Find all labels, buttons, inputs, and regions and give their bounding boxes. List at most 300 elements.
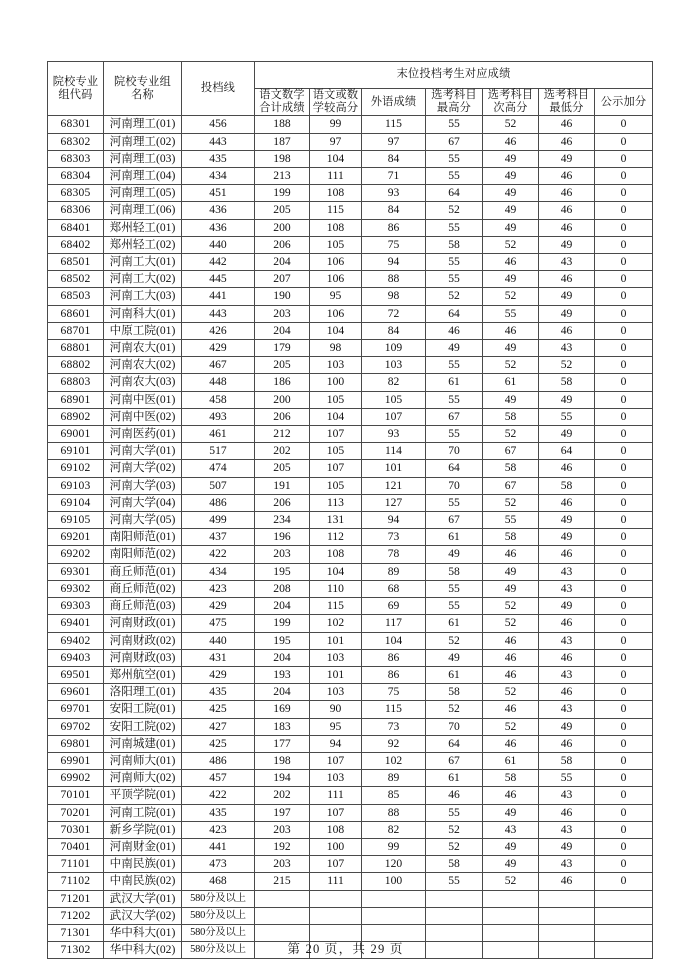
- cell-elective-lowest: 46: [539, 460, 595, 477]
- table-row: [48, 752, 653, 769]
- cell-sum: 202: [255, 443, 310, 460]
- cell-foreign: 82: [362, 374, 426, 391]
- cell-sum: 203: [255, 546, 310, 563]
- cell-elective-lowest: 43: [539, 580, 595, 597]
- cell-elective-lowest: 46: [539, 546, 595, 563]
- cell-foreign: 100: [362, 873, 426, 890]
- cell-elective-second: 58: [483, 460, 539, 477]
- table-row: [48, 288, 653, 305]
- cell-sum: 198: [255, 150, 310, 167]
- cell-elective-lowest: 46: [539, 615, 595, 632]
- cell-elective-highest: 67: [426, 408, 483, 425]
- cell-elective-lowest: 64: [539, 443, 595, 460]
- cell-bonus: 0: [595, 615, 653, 632]
- cell-elective-lowest: 43: [539, 856, 595, 873]
- table-row: [48, 563, 653, 580]
- cell-elective-lowest: 43: [539, 666, 595, 683]
- cell-elective-lowest: 49: [539, 718, 595, 735]
- cell-name: 河南理工(03): [104, 150, 182, 167]
- cell-elective-highest: 61: [426, 770, 483, 787]
- cell-elective-second: 46: [483, 735, 539, 752]
- cell-sum: 205: [255, 202, 310, 219]
- cell-elective-second: 49: [483, 856, 539, 873]
- cell-code: 68501: [48, 254, 104, 271]
- cell-elective-highest: 64: [426, 305, 483, 322]
- column-header-name-line1: 院校专业组: [114, 75, 171, 88]
- cell-name: 安阳工院(01): [104, 701, 182, 718]
- cell-elective-lowest: 46: [539, 873, 595, 890]
- cell-admission-line: 440: [182, 632, 255, 649]
- cell-higher: 111: [310, 873, 362, 890]
- cell-name: 河南工院(01): [104, 804, 182, 821]
- cell-name: 南阳师范(01): [104, 529, 182, 546]
- cell-name: 商丘师范(03): [104, 598, 182, 615]
- cell-elective-highest: 55: [426, 598, 483, 615]
- column-header-elective-highest-line1: 选考科目: [431, 89, 477, 101]
- cell-sum: 195: [255, 563, 310, 580]
- cell-code: 68402: [48, 236, 104, 253]
- cell-higher: 112: [310, 529, 362, 546]
- cell-admission-line: 456: [182, 116, 255, 133]
- cell-foreign: 102: [362, 752, 426, 769]
- cell-code: 69701: [48, 701, 104, 718]
- cell-elective-lowest: 49: [539, 150, 595, 167]
- cell-higher: 90: [310, 701, 362, 718]
- cell-elective-lowest: 46: [539, 271, 595, 288]
- column-header-sum: [255, 89, 310, 116]
- cell-sum: 199: [255, 185, 310, 202]
- cell-name: 河南中医(02): [104, 408, 182, 425]
- cell-elective-second: 52: [483, 718, 539, 735]
- cell-foreign: 109: [362, 340, 426, 357]
- table-row: [48, 684, 653, 701]
- cell-name: 河南师大(02): [104, 770, 182, 787]
- cell-elective-highest: 55: [426, 391, 483, 408]
- cell-foreign: 84: [362, 150, 426, 167]
- table-row: [48, 701, 653, 718]
- cell-elective-second: 52: [483, 494, 539, 511]
- cell-name: 中南民族(02): [104, 873, 182, 890]
- cell-bonus: 0: [595, 649, 653, 666]
- header-row-top: [48, 62, 653, 89]
- cell-code: 70101: [48, 787, 104, 804]
- cell-name: 河南农大(02): [104, 357, 182, 374]
- cell-name: 武汉大学(01): [104, 890, 182, 907]
- cell-higher: 108: [310, 546, 362, 563]
- cell-code: 69902: [48, 770, 104, 787]
- cell-bonus: 0: [595, 254, 653, 271]
- cell-higher: 107: [310, 752, 362, 769]
- cell-foreign: 73: [362, 718, 426, 735]
- table-row: [48, 460, 653, 477]
- cell-elective-highest: 52: [426, 838, 483, 855]
- table-row: [48, 804, 653, 821]
- cell-admission-line: 434: [182, 563, 255, 580]
- column-header-name-line2: 名称: [131, 88, 154, 101]
- cell-elective-highest: 52: [426, 632, 483, 649]
- cell-higher: 95: [310, 718, 362, 735]
- cell-elective-second: 52: [483, 615, 539, 632]
- cell-bonus: 0: [595, 219, 653, 236]
- cell-sum: [255, 907, 310, 924]
- cell-higher: 94: [310, 735, 362, 752]
- cell-code: 69601: [48, 684, 104, 701]
- cell-higher: [310, 907, 362, 924]
- cell-elective-second: 46: [483, 322, 539, 339]
- table-body: [48, 116, 653, 959]
- cell-elective-lowest: 49: [539, 236, 595, 253]
- cell-elective-lowest: 46: [539, 494, 595, 511]
- cell-admission-line: 423: [182, 821, 255, 838]
- cell-code: 69101: [48, 443, 104, 460]
- cell-name: 华中科大(02): [104, 942, 182, 959]
- cell-code: 69202: [48, 546, 104, 563]
- cell-elective-second: [483, 907, 539, 924]
- cell-sum: 198: [255, 752, 310, 769]
- cell-elective-highest: 55: [426, 580, 483, 597]
- cell-elective-highest: 64: [426, 735, 483, 752]
- cell-name: 河南理工(02): [104, 133, 182, 150]
- cell-name: 河南财金(01): [104, 838, 182, 855]
- cell-elective-highest: 64: [426, 460, 483, 477]
- table-row: [48, 856, 653, 873]
- cell-elective-highest: 67: [426, 512, 483, 529]
- cell-bonus: 0: [595, 494, 653, 511]
- cell-elective-lowest: 58: [539, 374, 595, 391]
- column-header-elective-second-line1: 选考科目: [487, 89, 534, 101]
- cell-code: 68301: [48, 116, 104, 133]
- cell-higher: [310, 890, 362, 907]
- table-row: [48, 632, 653, 649]
- cell-elective-highest: 55: [426, 150, 483, 167]
- cell-higher: 104: [310, 150, 362, 167]
- cell-code: 68302: [48, 133, 104, 150]
- cell-higher: 107: [310, 804, 362, 821]
- cell-foreign: 101: [362, 460, 426, 477]
- cell-admission-line: 486: [182, 494, 255, 511]
- cell-name: 武汉大学(02): [104, 907, 182, 924]
- cell-elective-second: 46: [483, 701, 539, 718]
- cell-sum: 195: [255, 632, 310, 649]
- cell-elective-lowest: 43: [539, 340, 595, 357]
- cell-foreign: 84: [362, 202, 426, 219]
- cell-name: 安阳工院(02): [104, 718, 182, 735]
- cell-elective-highest: 70: [426, 443, 483, 460]
- cell-admission-line: 431: [182, 649, 255, 666]
- cell-bonus: 0: [595, 443, 653, 460]
- cell-elective-second: 52: [483, 684, 539, 701]
- cell-sum: 177: [255, 735, 310, 752]
- cell-sum: 192: [255, 838, 310, 855]
- admission-score-table: [47, 61, 653, 959]
- cell-higher: 103: [310, 684, 362, 701]
- cell-bonus: 0: [595, 477, 653, 494]
- cell-name: 郑州航空(01): [104, 666, 182, 683]
- cell-name: 河南财政(01): [104, 615, 182, 632]
- cell-name: 河南师大(01): [104, 752, 182, 769]
- column-header-elective-lowest-line2: 最低分: [549, 102, 584, 115]
- cell-bonus: 0: [595, 168, 653, 185]
- cell-code: 69801: [48, 735, 104, 752]
- cell-higher: 105: [310, 443, 362, 460]
- cell-foreign: 114: [362, 443, 426, 460]
- cell-name: 河南理工(04): [104, 168, 182, 185]
- cell-foreign: 92: [362, 735, 426, 752]
- cell-admission-line: 467: [182, 357, 255, 374]
- cell-elective-second: 52: [483, 426, 539, 443]
- column-header-name: [104, 62, 182, 116]
- cell-elective-highest: 70: [426, 477, 483, 494]
- table-row: [48, 443, 653, 460]
- cell-admission-line: 475: [182, 615, 255, 632]
- cell-higher: 101: [310, 666, 362, 683]
- cell-foreign: 117: [362, 615, 426, 632]
- cell-elective-second: 49: [483, 391, 539, 408]
- cell-foreign: 115: [362, 701, 426, 718]
- cell-bonus: 0: [595, 787, 653, 804]
- cell-elective-lowest: 46: [539, 322, 595, 339]
- cell-code: 69303: [48, 598, 104, 615]
- cell-elective-highest: 61: [426, 666, 483, 683]
- cell-higher: 105: [310, 391, 362, 408]
- cell-elective-lowest: 43: [539, 701, 595, 718]
- cell-admission-line: 440: [182, 236, 255, 253]
- cell-admission-line: 443: [182, 305, 255, 322]
- table-row: [48, 890, 653, 907]
- cell-elective-lowest: 43: [539, 787, 595, 804]
- cell-name: 河南工大(02): [104, 271, 182, 288]
- cell-elective-highest: 64: [426, 185, 483, 202]
- cell-code: 71101: [48, 856, 104, 873]
- cell-name: 平顶学院(01): [104, 787, 182, 804]
- cell-sum: 187: [255, 133, 310, 150]
- cell-admission-line: 474: [182, 460, 255, 477]
- cell-foreign: 97: [362, 133, 426, 150]
- cell-bonus: 0: [595, 873, 653, 890]
- cell-elective-lowest: 43: [539, 821, 595, 838]
- cell-foreign: 84: [362, 322, 426, 339]
- cell-sum: 206: [255, 494, 310, 511]
- cell-higher: 100: [310, 374, 362, 391]
- column-header-higher-of-cn-math: [310, 89, 362, 116]
- cell-elective-lowest: 49: [539, 426, 595, 443]
- table-row: [48, 340, 653, 357]
- cell-higher: 104: [310, 322, 362, 339]
- cell-bonus: 0: [595, 632, 653, 649]
- table-row: [48, 821, 653, 838]
- cell-elective-lowest: 46: [539, 684, 595, 701]
- cell-foreign: 73: [362, 529, 426, 546]
- cell-code: 69402: [48, 632, 104, 649]
- cell-sum: 206: [255, 408, 310, 425]
- cell-elective-highest: 67: [426, 752, 483, 769]
- cell-elective-lowest: 46: [539, 185, 595, 202]
- cell-sum: 206: [255, 236, 310, 253]
- column-header-sum-line2: 合计成绩: [259, 102, 305, 115]
- cell-elective-lowest: 58: [539, 477, 595, 494]
- cell-elective-second: 49: [483, 202, 539, 219]
- cell-elective-second: 49: [483, 580, 539, 597]
- table-row: [48, 322, 653, 339]
- cell-bonus: 0: [595, 374, 653, 391]
- cell-code: 70401: [48, 838, 104, 855]
- cell-sum: 194: [255, 770, 310, 787]
- cell-elective-highest: 55: [426, 357, 483, 374]
- cell-elective-second: 55: [483, 512, 539, 529]
- cell-bonus: 0: [595, 666, 653, 683]
- cell-admission-line: 441: [182, 838, 255, 855]
- cell-admission-line: 437: [182, 529, 255, 546]
- cell-elective-lowest: 49: [539, 529, 595, 546]
- cell-name: 河南医药(01): [104, 426, 182, 443]
- cell-elective-lowest: 46: [539, 202, 595, 219]
- cell-higher: 105: [310, 236, 362, 253]
- cell-foreign: 86: [362, 219, 426, 236]
- cell-admission-line: 427: [182, 718, 255, 735]
- cell-elective-second: 49: [483, 271, 539, 288]
- column-header-elective-lowest-line1: 选考科目: [543, 89, 590, 101]
- cell-sum: 183: [255, 718, 310, 735]
- cell-sum: 179: [255, 340, 310, 357]
- cell-higher: 97: [310, 133, 362, 150]
- cell-sum: 204: [255, 684, 310, 701]
- cell-elective-lowest: 58: [539, 752, 595, 769]
- cell-elective-highest: 55: [426, 168, 483, 185]
- cell-elective-second: 49: [483, 563, 539, 580]
- cell-foreign: 75: [362, 684, 426, 701]
- table-row: [48, 907, 653, 924]
- cell-code: 70201: [48, 804, 104, 821]
- cell-foreign: 69: [362, 598, 426, 615]
- cell-foreign: 120: [362, 856, 426, 873]
- page-footer: 第 20 页，共 29 页: [287, 942, 404, 956]
- cell-elective-lowest: 49: [539, 838, 595, 855]
- cell-admission-line: 448: [182, 374, 255, 391]
- cell-name: 河南农大(03): [104, 374, 182, 391]
- cell-admission-line: 473: [182, 856, 255, 873]
- cell-foreign: 103: [362, 357, 426, 374]
- cell-admission-line: 426: [182, 322, 255, 339]
- column-header-foreign-language: [362, 89, 426, 116]
- table-row: [48, 787, 653, 804]
- column-header-elective-highest-line2: 最高分: [436, 102, 472, 115]
- cell-admission-line: 580分及以上: [182, 924, 255, 941]
- cell-higher: 108: [310, 821, 362, 838]
- cell-name: 洛阳理工(01): [104, 684, 182, 701]
- cell-elective-second: 49: [483, 340, 539, 357]
- cell-sum: 204: [255, 649, 310, 666]
- cell-elective-second: 55: [483, 305, 539, 322]
- cell-elective-second: 46: [483, 133, 539, 150]
- cell-foreign: 98: [362, 288, 426, 305]
- cell-name: 河南理工(01): [104, 116, 182, 133]
- cell-higher: 111: [310, 168, 362, 185]
- cell-higher: 131: [310, 512, 362, 529]
- cell-higher: 104: [310, 408, 362, 425]
- cell-bonus: 0: [595, 546, 653, 563]
- column-header-code: [48, 62, 104, 116]
- cell-bonus: 0: [595, 821, 653, 838]
- cell-name: 河南大学(03): [104, 477, 182, 494]
- column-header-elective-highest: [426, 89, 483, 116]
- cell-elective-second: 43: [483, 821, 539, 838]
- cell-bonus: 0: [595, 770, 653, 787]
- cell-admission-line: 429: [182, 666, 255, 683]
- cell-sum: 199: [255, 615, 310, 632]
- table-row: [48, 494, 653, 511]
- table-row: [48, 718, 653, 735]
- cell-elective-lowest: 52: [539, 357, 595, 374]
- cell-elective-second: 46: [483, 649, 539, 666]
- cell-elective-highest: 55: [426, 271, 483, 288]
- cell-elective-highest: 55: [426, 494, 483, 511]
- cell-sum: 215: [255, 873, 310, 890]
- cell-elective-highest: 55: [426, 219, 483, 236]
- column-header-sum-line1: 语文数学: [259, 89, 305, 101]
- cell-admission-line: 429: [182, 598, 255, 615]
- cell-bonus: 0: [595, 391, 653, 408]
- cell-name: 河南城建(01): [104, 735, 182, 752]
- cell-elective-lowest: 46: [539, 133, 595, 150]
- table-row: [48, 546, 653, 563]
- cell-foreign: 99: [362, 838, 426, 855]
- cell-bonus: 0: [595, 512, 653, 529]
- cell-bonus: 0: [595, 150, 653, 167]
- cell-bonus: [595, 890, 653, 907]
- table-row: [48, 838, 653, 855]
- cell-elective-lowest: 49: [539, 305, 595, 322]
- table-row: [48, 770, 653, 787]
- cell-code: 69403: [48, 649, 104, 666]
- cell-code: 69105: [48, 512, 104, 529]
- cell-name: 郑州轻工(02): [104, 236, 182, 253]
- cell-admission-line: 499: [182, 512, 255, 529]
- cell-elective-lowest: 43: [539, 563, 595, 580]
- cell-code: 68503: [48, 288, 104, 305]
- cell-elective-lowest: 46: [539, 804, 595, 821]
- cell-elective-highest: 61: [426, 529, 483, 546]
- cell-code: 68801: [48, 340, 104, 357]
- cell-admission-line: 445: [182, 271, 255, 288]
- column-header-admission-line: 投档线: [182, 62, 255, 116]
- cell-admission-line: 451: [182, 185, 255, 202]
- cell-higher: 103: [310, 649, 362, 666]
- cell-elective-second: 52: [483, 873, 539, 890]
- cell-bonus: 0: [595, 288, 653, 305]
- cell-bonus: 0: [595, 580, 653, 597]
- column-header-elective-second-line2: 次高分: [493, 102, 528, 115]
- cell-elective-lowest: 49: [539, 391, 595, 408]
- cell-elective-highest: [426, 890, 483, 907]
- table-row: [48, 236, 653, 253]
- column-header-code-line1: 院校专业: [52, 75, 99, 88]
- cell-elective-lowest: 46: [539, 735, 595, 752]
- cell-bonus: 0: [595, 460, 653, 477]
- cell-elective-lowest: [539, 907, 595, 924]
- column-header-code-line2: 组代码: [58, 88, 93, 101]
- cell-higher: 115: [310, 598, 362, 615]
- cell-elective-highest: 46: [426, 322, 483, 339]
- cell-code: 68901: [48, 391, 104, 408]
- cell-foreign: 93: [362, 185, 426, 202]
- cell-code: 69702: [48, 718, 104, 735]
- cell-sum: 212: [255, 426, 310, 443]
- cell-foreign: 71: [362, 168, 426, 185]
- cell-code: 71302: [48, 942, 104, 959]
- table-row: [48, 735, 653, 752]
- cell-higher: 103: [310, 357, 362, 374]
- table-row: [48, 168, 653, 185]
